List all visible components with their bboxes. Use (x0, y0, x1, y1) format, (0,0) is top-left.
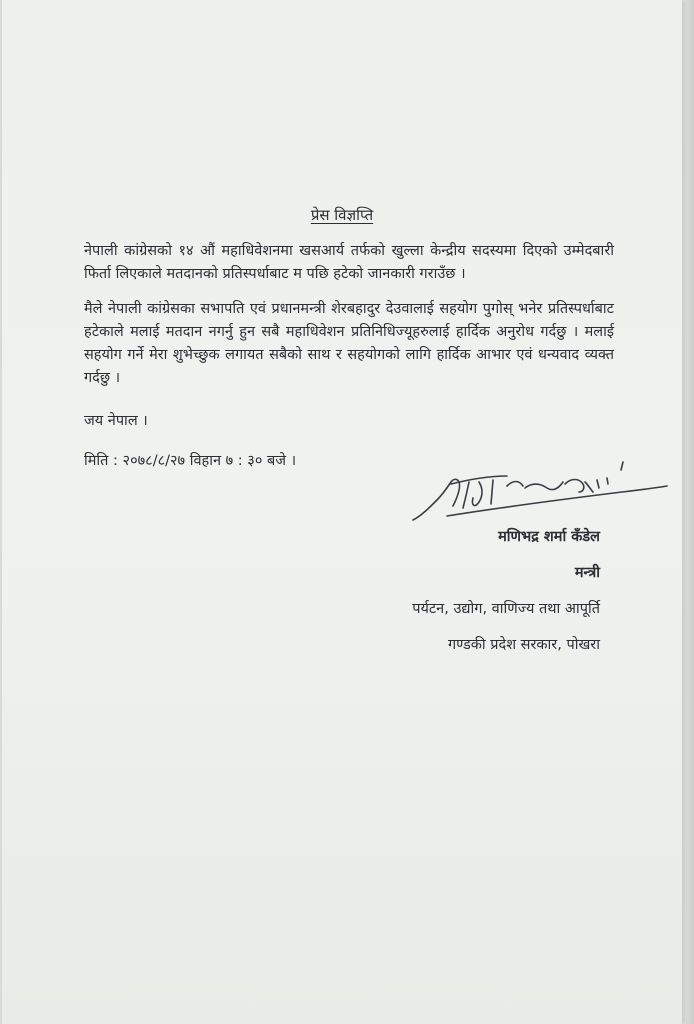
date-line: मिति : २०७८/८/२७ विहान ७ : ३० बजे । (84, 453, 297, 469)
paragraph-withdrawal: नेपाली कांग्रेसको १४ औं महाधिवेशनमा खसआर्य तर्फको खुल्ला केन्द्रीय सदस्यमा दिएको उम्मेदबारी फिर्ता लिएकाले मतदानको प्रतिस्पर्धाबाट म पछि हटेको जानकारी गराउँछ । (84, 243, 614, 282)
paragraph-appeal: मैले नेपाली कांग्रेसका सभापति एवं प्रधानमन्त्री शेरबहादुर देउवालाई सहयोग पुगोस् भनेर प्रतिस्पर्धाबाट हटेकाले मलाई मतदान नगर्नु हुन सबै महाधिवेशन प्रतिनिधिज्यूहरुलाई हार्दिक अनुरोध गर्दछु । मलाई सहयोग गर्ने मेरा शुभेच्छुक लगायत सबैको साथ र सहयोगको लागि हार्दिक आभार एवं धन्यवाद व्यक्त गर्दछु । (84, 301, 614, 386)
signatory-name: मणिभद्र शर्मा कँडेल (498, 529, 600, 545)
background-surface (680, 0, 694, 1024)
document-heading: प्रेस विज्ञप्ति (310, 206, 374, 224)
signatory-title: मन्त्री (574, 565, 600, 581)
signatory-government: गण्डकी प्रदेश सरकार, पोखरा (447, 637, 600, 653)
document-page (2, 0, 682, 1024)
signatory-ministry: पर्यटन, उद्योग, वाणिज्य तथा आपूर्ति (412, 601, 600, 617)
closing-salutation: जय नेपाल । (84, 413, 148, 429)
handwritten-signature (407, 458, 669, 528)
